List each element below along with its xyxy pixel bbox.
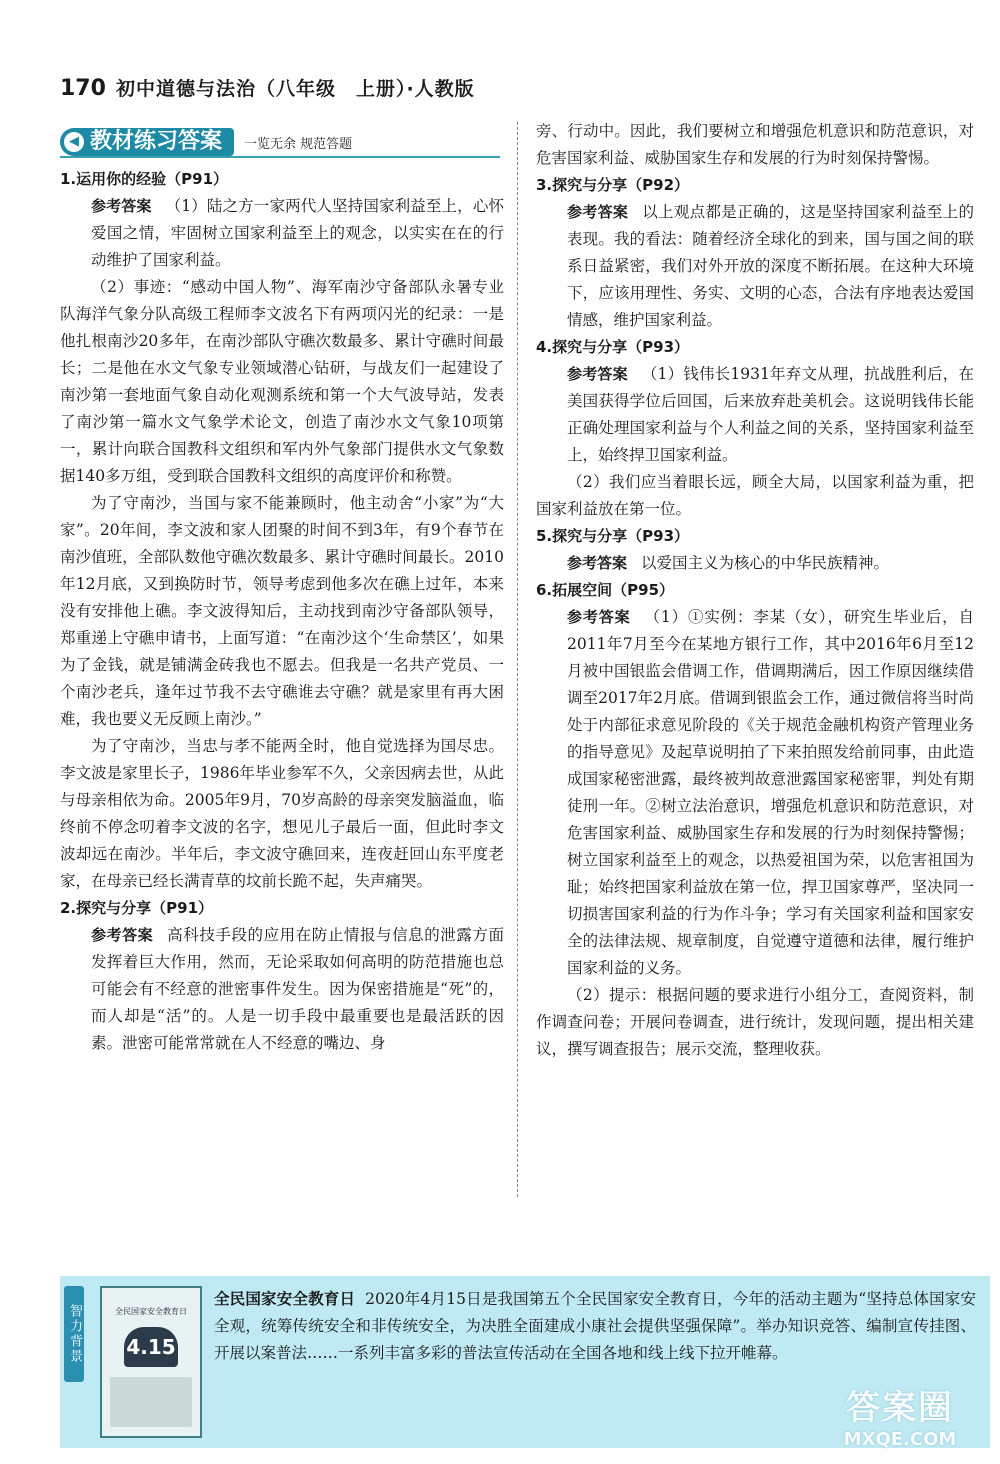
question-2-heading: 2.探究与分享（P91） [60, 899, 214, 917]
note-side-label: 智力背景 [64, 1286, 84, 1382]
question-1-answer-4: 为了守南沙，当忠与孝不能两全时，他自觉选择为国尽忠。李文波是家里长子，1986年毕业参军不久，父亲因病去世，从此与母亲相依为命。2005年9月，70岁高龄的母亲突发脑溢血，临终前不停念叨着李文波的名字，想见儿子最后一面，但此时李文波却远在南沙。半年后，李文波守礁回来，连夜赶回山东平度老家，在母亲已经长满青草的坟前长跪不起，失声痛哭。 [60, 737, 504, 890]
answer-text: （1）钱伟长1931年弃文从理，抗战胜利后，在美国获得学位后回国，后来放弃赴美机会。这说明钱伟长能正确处理国家利益与个人利益之间的关系，坚持国家利益至上，始终捍卫国家利益。 [567, 365, 974, 464]
question-2-answer-1 [60, 922, 504, 1057]
poster-title: 全民国家安全教育日 [115, 1307, 187, 1316]
answer-label: 参考答案 [567, 554, 628, 572]
answer-label: 参考答案 [567, 608, 631, 626]
site-watermark [815, 1388, 985, 1458]
watermark-url: MXQE.COM [843, 1429, 957, 1450]
answer-text: 以爱国主义为核心的中华民族精神。 [641, 554, 890, 572]
question-6-heading: 6.拓展空间（P95） [536, 581, 675, 599]
answer-text: 以上观点都是正确的，这是坚持国家利益至上的表现。我的看法：随着经济全球化的到来，国与国之间的联系日益紧密，我们对外开放的深度不断拓展。在这种大环境下，应该用理性、务实、文明的心态，合法有序地表达爱国情感，维护国家利益。 [567, 203, 974, 329]
answer-label: 参考答案 [91, 926, 154, 944]
left-column [60, 166, 504, 1057]
section-banner [60, 128, 500, 158]
poster-image [100, 1286, 202, 1438]
question-1-answer-2: （2）事迹：“感动中国人物”、海军南沙守备部队永暑专业队海洋气象分队高级工程师李文波名下有两项闪光的纪录：一是他扎根南沙20多年，在南沙部队守礁次数最多、累计守礁时间最长；二是他在水文气象专业领域潜心钻研，与战友们一起建设了南沙第一套地面气象自动化观测系统和第一个大气波导站，发表了南沙第一篇水文气象学术论文，创造了南沙水文气象10项第一，累计向联合国教科文组织和军内外气象部门提供水文气象数据140多万组，受到联合国教科文组织的高度评价和称赞。 [60, 278, 504, 485]
answer-text: （1）①实例：李某（女），研究生毕业后，自2011年7月至今在某地方银行工作，其中2016年6月至12月被中国银监会借调工作，借调期满后，因工作原因继续借调至2017年2月底。借调到银监会工作，通过微信将当时尚处于内部征求意见阶段的《关于规范金融机构资产管理业务的指导意见》及起草说明拍了下来拍照发给前同事，由此造成国家秘密泄露，最终被判故意泄露国家秘密罪，判处有期徒刑一年。②树立法治意识，增强危机意识和防范意识，对危害国家利益、威胁国家生存和发展的行为时刻保持警惕；树立国家利益至上的观念，以热爱祖国为荣，以危害祖国为耻；始终把国家利益放在第一位，捍卫国家尊严，坚决同一切损害国家利益的行为作斗争；学习有关国家利益和国家安全的法律法规、规章制度，自觉遵守道德和法律，履行维护国家利益的义务。 [567, 608, 974, 977]
book-title: 初中道德与法治（八年级 上册）·人教版 [115, 78, 475, 100]
question-4-answer-2: （2）我们应当着眼长远，顾全大局，以国家利益为重，把国家利益放在第一位。 [536, 473, 974, 518]
section-title-badge [60, 128, 234, 156]
watermark-logo-text: 答案圈 [846, 1388, 954, 1428]
right-column [536, 118, 974, 1063]
question-3-heading: 3.探究与分享（P92） [536, 176, 690, 194]
question-2-answer-continued: 旁、行动中。因此，我们要树立和增强危机意识和防范意识，对危害国家利益、威胁国家生存和发展的行为时刻保持警惕。 [536, 122, 974, 167]
question-4-answer-1 [536, 361, 974, 469]
speaker-icon: ◀ [64, 132, 84, 152]
answer-label: 参考答案 [91, 197, 152, 215]
answer-text: （1）陆之方一家两代人坚持国家利益至上，心怀爱国之情，牢固树立国家利益至上的观念，以实实在在的行动维护了国家利益。 [91, 197, 504, 269]
answer-label: 参考答案 [567, 365, 628, 383]
question-3-answer-1 [536, 199, 974, 334]
note-heading: 全民国家安全教育日 [214, 1290, 356, 1308]
section-title: 教材练习答案 [90, 129, 223, 154]
question-6-answer-2: （2）提示：根据问题的要求进行小组分工，查阅资料，制作调查问卷；开展问卷调查，进行统计，发现问题，提出相关建议，撰写调查报告；展示交流，整理收获。 [536, 986, 974, 1058]
page-header [60, 74, 475, 101]
poster-date: 4.15 [124, 1327, 178, 1367]
note-body: 2020年4月15日是我国第五个全民国家安全教育日，今年的活动主题为“坚持总体国家安全观，统筹传统安全和非传统安全，为决胜全面建成小康社会提供坚强保障”。举办知识竞答、编制宣传挂图、开展以案普法……一系列丰富多彩的普法宣传活动在全国各地和线上线下拉开帷幕。 [214, 1290, 976, 1362]
question-1-heading: 1.运用你的经验（P91） [60, 170, 229, 188]
note-text [214, 1286, 976, 1367]
question-1-answer-1 [60, 193, 504, 274]
page-number: 170 [60, 76, 106, 101]
question-4-heading: 4.探究与分享（P93） [536, 338, 690, 356]
column-divider [517, 122, 518, 1197]
question-5-answer-1 [536, 550, 974, 577]
question-1-answer-3: 为了守南沙，当国与家不能兼顾时，他主动舍“小家”为“大家”。20年间，李文波和家人团聚的时间不到3年，有9个春节在南沙值班，全部队数他守礁次数最多、累计守礁时间最长。2010年12月底，又到换防时节，领导考虑到他多次在礁上过年，本来没有安排他上礁。李文波得知后，主动找到南沙守备部队领导，郑重递上守礁申请书，上面写道：“在南沙这个‘生命禁区’，如果为了金钱，就是铺满金砖我也不愿去。但我是一名共产党员、一个南沙老兵，逢年过节我不去守礁谁去守礁？就是家里有再大困难，我也要义无反顾上南沙。” [60, 494, 504, 728]
answer-text: 高科技手段的应用在防止情报与信息的泄露方面发挥着巨大作用，然而，无论采取如何高明的防范措施也总可能会有不经意的泄密事件发生。因为保密措施是“死”的，而人却是“活”的。人是一切手段中最重要也是最活跃的因素。泄密可能常常就在人不经意的嘴边、身 [91, 926, 504, 1052]
section-subtitle: 一览无余 规范答题 [244, 136, 353, 152]
question-5-heading: 5.探究与分享（P93） [536, 527, 690, 545]
question-6-answer-1 [536, 604, 974, 982]
answer-label: 参考答案 [567, 203, 629, 221]
poster-landscape [110, 1377, 192, 1427]
